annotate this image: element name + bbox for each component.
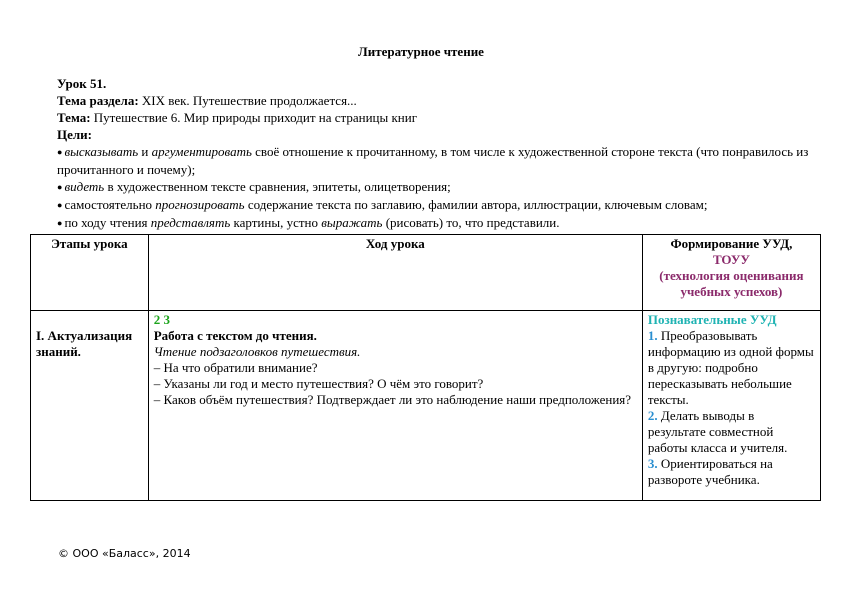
goal-2-verb: видеть [64,179,105,194]
lesson-table [30,234,821,501]
topic-value: Путешествие 6. Мир природы приходит на страницы книг [93,110,418,125]
goal-item-2 [57,178,817,196]
question-item: – Указаны ли год и место путешествия? О чём это говорит? [153,376,484,391]
lesson-header [57,75,817,232]
uud-item-number: 3. [647,456,658,471]
stage-name: I. Актуализация знаний. [36,328,133,359]
goal-1-verb-b: аргументировать [151,144,252,159]
section-label: Тема раздела: [57,93,139,108]
question-item: – На что обратили внимание? [153,360,318,375]
table-row [31,311,821,501]
goal-item-3 [57,196,817,214]
uud-cell [642,311,820,501]
section-line [57,92,817,109]
uud-title: Познавательные УУД [647,312,777,327]
copyright-footer: © ООО «Баласс», 2014 [58,547,191,560]
uud-item-text: Делать выводы в результате совместной работы класса и учителя. [647,408,788,455]
bullet-icon: ● [57,218,63,228]
goal-2-rest: в художественном тексте сравнения, эпитеты, олицетворения; [104,179,451,194]
bullet-icon: ● [57,200,63,210]
goal-3-rest: содержание текста по заглавию, фамилии автора, иллюстрации, ключевым словам; [244,197,708,212]
goal-1-verb-a: высказывать [64,144,139,159]
uud-item-text: Преобразовывать информацию из одной формы в другую: подробно пересказывать небольшие тексты. [647,328,814,407]
table-header-row [31,235,821,311]
instruction: Чтение подзаголовков путешествия. [153,344,361,359]
header-tech: (технология оценивания учебных успехов) [659,268,804,299]
header-course: Ход урока [148,235,642,311]
goal-4-mid: картины, устно [230,215,322,230]
question-item: – Каков объём путешествия? Подтверждает ли это наблюдение наши предположения? [153,392,632,407]
uud-item-text: Ориентироваться на развороте учебника. [647,456,773,487]
document-title: Литературное чтение [358,44,484,59]
uud-item [648,328,815,408]
goals-label: Цели: [57,127,92,142]
header-formation [642,235,820,311]
course-cell [148,311,642,501]
goal-4-pre: по ходу чтения [64,215,151,230]
bullet-icon: ● [57,147,63,157]
goal-3-verb: прогнозировать [155,197,245,212]
uud-item [648,456,815,488]
goal-1-rest: своё отношение к прочитанному, в том числе к художественной стороне текста (что понравилось из прочитанного и почему); [57,144,809,177]
goal-item-1 [57,143,817,178]
bullet-icon: ● [57,182,63,192]
topic-line [57,109,817,126]
goal-1-mid: и [138,144,152,159]
header-stages: Этапы урока [31,235,149,311]
lesson-number: Урок 51. [57,76,107,91]
section-value: XIX век. Путешествие продолжается... [141,93,357,108]
stage-cell [31,311,149,501]
header-formation-title: Формирование УУД, [670,236,793,251]
uud-item-number: 1. [647,328,658,343]
topic-label: Тема: [57,110,91,125]
goal-4-verb-b: выражать [321,215,383,230]
goal-4-verb-a: представлять [150,215,231,230]
goal-item-4 [57,214,817,232]
header-toou: ТОУУ [712,252,750,267]
slide-numbers: 2 3 [153,312,170,327]
goal-4-rest: (рисовать) то, что представили. [382,215,560,230]
uud-item [648,408,815,456]
uud-item-number: 2. [647,408,658,423]
work-title: Работа с текстом до чтения. [153,328,317,343]
goal-3-pre: самостоятельно [64,197,156,212]
